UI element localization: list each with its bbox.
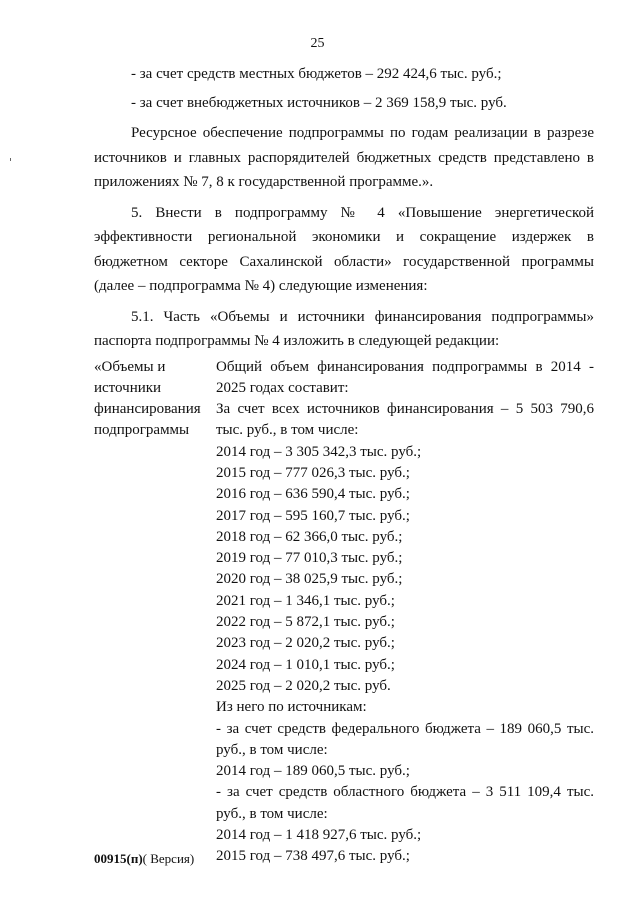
paragraph-local-budgets: - за счет средств местных бюджетов – 292 424,6 тыс. руб.; xyxy=(131,66,502,82)
paragraph-resource-provision: Ресурсное обеспечение подпрограммы по годам реализации в разрезе источников и главных распорядителей бюджетных средств представлено в приложениях № 7, 8 к государственной программе.». xyxy=(94,125,594,190)
year-row: 2017 год – 595 160,7 тыс. руб.; xyxy=(216,507,410,524)
document-body xyxy=(94,62,594,868)
paragraph-amendment-5-1: 5.1. Часть «Объемы и источники финансирования подпрограммы» паспорта подпрограммы № 4 изложить в следующей редакции: xyxy=(94,308,594,349)
funding-intro: Общий объем финансирования подпрограммы в 2014 - 2025 годах составит: xyxy=(216,358,594,396)
year-row: 2023 год – 2 020,2 тыс. руб.; xyxy=(216,635,395,652)
year-row: 2022 год – 5 872,1 тыс. руб.; xyxy=(216,614,395,631)
footer xyxy=(94,851,194,867)
scan-speck xyxy=(10,158,11,161)
year-row: 2020 год – 38 025,9 тыс. руб.; xyxy=(216,571,403,588)
left-line: источники xyxy=(94,379,162,396)
year-row: 2025 год – 2 020,2 тыс. руб. xyxy=(216,677,391,694)
page-number: 25 xyxy=(310,36,325,51)
federal-budget: - за счет средств федерального бюджета – 189 060,5 тыс. руб., в том числе: xyxy=(216,720,594,758)
year-row: 2015 год – 777 026,3 тыс. руб.; xyxy=(216,464,410,481)
regional-budget: - за счет средств областного бюджета – 3 511 109,4 тыс. руб., в том числе: xyxy=(216,784,594,822)
regional-year-row: 2014 год – 1 418 927,6 тыс. руб.; xyxy=(216,827,422,844)
version-label: ( Версия) xyxy=(142,851,195,866)
funding-table xyxy=(94,357,594,868)
table-left-column xyxy=(94,357,216,868)
federal-year-row: 2014 год – 189 060,5 тыс. руб.; xyxy=(216,763,410,780)
funding-total: За счет всех источников финансирования – 5 503 790,6 тыс. руб., в том числе: xyxy=(216,401,594,439)
sources-heading: Из него по источникам: xyxy=(216,699,367,716)
year-row: 2021 год – 1 346,1 тыс. руб.; xyxy=(216,592,395,609)
year-row: 2014 год – 3 305 342,3 тыс. руб.; xyxy=(216,443,422,460)
left-line: подпрограммы xyxy=(94,421,190,438)
left-line: «Объемы и xyxy=(94,358,166,375)
year-row: 2024 год – 1 010,1 тыс. руб.; xyxy=(216,656,395,673)
table-right-column xyxy=(216,357,594,868)
year-row: 2016 год – 636 590,4 тыс. руб.; xyxy=(216,486,410,503)
year-row: 2018 год – 62 366,0 тыс. руб.; xyxy=(216,528,403,545)
year-row: 2019 год – 77 010,3 тыс. руб.; xyxy=(216,550,403,567)
regional-year-row: 2015 год – 738 497,6 тыс. руб.; xyxy=(216,848,410,865)
document-code: 00915(п) xyxy=(94,851,143,866)
left-line: финансирования xyxy=(94,400,201,417)
paragraph-extrabudgetary: - за счет внебюджетных источников – 2 369 158,9 тыс. руб. xyxy=(131,94,507,111)
paragraph-amendment-5: 5. Внести в подпрограмму № 4 «Повышение энергетической эффективности региональной экономики и сокращение издержек в бюджетном секторе Сахалинской области» государственной программы (далее – подпрограмма № 4) следующие изменения: xyxy=(94,204,594,294)
